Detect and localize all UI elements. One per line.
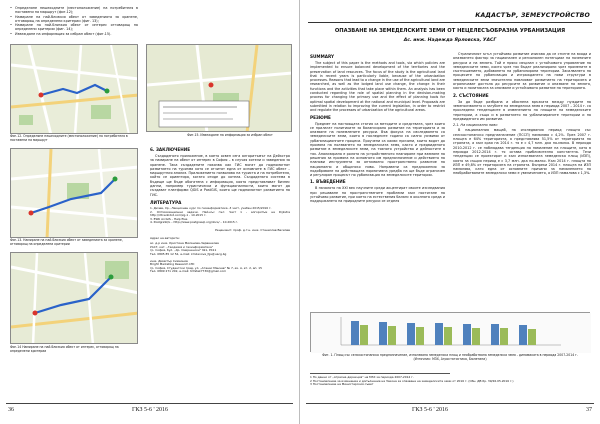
top-bullet-list <box>10 6 138 36</box>
address-line: инж. Димитър Симеонов <box>150 258 188 263</box>
journal-issue: ГКЗ 5-6 ' 2016 <box>412 407 449 413</box>
literature-heading: ЛИТЕРАТУРА <box>150 199 182 205</box>
footnote: 3 Постановление на Министерския съвет <box>310 382 374 387</box>
footer-rule <box>306 403 594 404</box>
address-label: Адрес на авторите: <box>150 235 180 240</box>
figure1-chart <box>310 312 590 352</box>
street-map-graphic <box>147 45 292 132</box>
header-rule <box>308 22 592 23</box>
street-map-graphic <box>11 45 138 134</box>
article-author: Ас. инж. Надежда Ярловска, УАСГ <box>403 38 497 43</box>
intro-text: В началото на XXI век научните среди акцентират своите изследвания при решаване на пространствените проблеми към постигане на устойчиво развитие, при което на естествения баланс в околната среда и поддържането на природните ресурси се отделя <box>310 186 445 204</box>
conclusion-text: Създаденото приложение, в което освен сега алгоритъмът на Дейкстра за намиране на обект от интерес в София – в случая хотели и заведения за хранене. Така създадените показва как ГИС могат да подпомогнат развитието на туризма като се отчитат една от основните в ГИС обект – маршрутния анализ. Приложението позволява на туриста и на потребителя, който се ориентира, когато отиде до хотела. Създадената система в бъдеще ще бъде обогатена с информация, която представляват бизнес данни, например туристически и функционалности, които могат да създават платформи QGIS и PostGIS, които ще подпомогнат развитието на ГИС. <box>150 154 290 197</box>
right-right-column <box>453 52 591 177</box>
fig12-caption: Фиг.12. Определяне пешеходните (местоположение) на потребителя в поставени на маршрут <box>10 134 128 142</box>
footnote-rule <box>310 373 450 374</box>
right-left-column <box>310 52 445 205</box>
state-heading: 2. СЪСТОЯНИЕ <box>453 92 489 98</box>
address-line: Тел. 0899 271 202, e-mail: trifatak7730@gmail.com <box>150 269 227 274</box>
literature-item: 3. ESRI ArcGIS – Help files <box>150 216 188 221</box>
page-number: 36 <box>8 407 14 413</box>
address-line: гр. София, Студентски град, ул. „Атанас Манчев“ № 7, ех. А, ет. 2, ап. 15 <box>150 265 262 270</box>
fig12-map <box>10 44 138 134</box>
right-page <box>300 0 600 424</box>
literature-list <box>150 207 290 225</box>
address-line: Bright Marketing Research LTD <box>150 262 195 267</box>
conclusion-heading: 6. ЗАКЛЮЧЕНИЕ <box>150 147 191 152</box>
subsection-heading: 2.1. На национално ниво <box>453 123 498 128</box>
author-address-block <box>150 242 290 274</box>
fig15-caption: Фиг.15. Извеждане на информация за избран обект <box>187 133 273 137</box>
literature-item: 4. PostgreSQL – http://www.postgresql.org/docs/ – 10.2015 г. <box>150 220 239 225</box>
fig13-map <box>10 148 138 238</box>
fig14-map <box>10 252 138 344</box>
subsection-text: В националния мащаб, на изследвания период площта със селскостопанско предназначение (ПССП) намалява с 4,2%. През 2007 г. площта е 64% територията, а представлява 51,5% от територията на страната, а към края на 2014 г. тя е с 4,7 млн. дка по-малко. В периода 2010-2012 г. се наблюдава тенденция на намаление на площите, като в периода 2012-2014 г. тя остава приблизително константна. Тези тенденции се проектират и към използваната земеделска площ (ИЗП), която за същия период е с 3,7 млн. дка по-малко. Към 2014 г. площта на ИЗП е 49,8% от територията на страната. Въпреки 2014 г. площта на ИЗП намалява, като една от основните причини за намалението на необработваните земеделски земи е увеличението, а ИЗП намалява с 1,3%. <box>453 128 591 176</box>
list-item: • Намиране на най-близкия обект от заведенията за хранене, отговарящ на определени критерии (фиг. 13); <box>10 14 138 23</box>
literature-item: 1. Дичев, Хр., Лекционен курс по геоинформатика -3 част, учебен 2015/2016 г. <box>150 205 272 210</box>
journal-issue: ГКЗ 5-6 ' 2016 <box>132 407 169 413</box>
address-line: ас. д-р инж. Кристина Миланова-Червенкова <box>150 241 219 246</box>
summary-text: The subject of this paper is the methods and tools, via which policies are implemented to ensure balanced development of the territories and the preservation of land resources. The focus of the study is the agricultural land that in recent years is particularly liable, because of the urbanization processes. Reasons that lead to a change in the use of the agricultural land are researched, as well as the lodged land use change, the change in their functions and the activities that take place within them. An analysis has been conducted regarding the role of spatial planning in the decision-making process for changing the primary use and the effect of planning tools for optimal spatial development at the national and municipal level. Proposals are submitted in relation to improving the current legislation, in order to restrict and regulate the processes of urbanization of the agricultural areas. <box>310 61 445 113</box>
address-line: Тел. 0895 85 12 52, e-mail: kmilanova_fgs@uacg.bg <box>150 251 227 256</box>
resume-heading: РЕЗЮМЕ <box>310 114 331 120</box>
intro-heading: 1. ВЪВЕДЕНИЕ <box>310 179 346 185</box>
footer-rule <box>6 403 293 404</box>
list-item: • Намиране на най-близкия обект от интерес отговарящ на определени критерии (фиг. 14); <box>10 23 138 32</box>
bar-chart-graphic <box>311 313 591 353</box>
footnote: 2 Постановление за изменение и допълнение на Закона за опазване на земеделските земи от 2016 г. (Обн. ДВ бр. 39/26.05.2016 г.) <box>310 378 514 383</box>
literature-item: 2. Оптимизационни задачи. Най-къс път. Част 1 - алгоритъм на Dijkstra http://dti.wikidot.com/zg-1 - 10.2015 г. <box>150 209 290 218</box>
fig14-caption: Фиг.14 Намиране на най-близкия обект от интерес, отговарящ на определени критерии <box>10 345 119 353</box>
address-line: УАСГ, кат. „Геодезия и геоинформатика“ <box>150 244 214 249</box>
street-map-graphic <box>11 149 138 238</box>
list-item: • Определяне пешеходните (местоположение) на потребителя в поставени на маршрут (фиг.12); <box>10 6 138 15</box>
page-number: 37 <box>586 407 592 413</box>
figure1-caption: Фиг. 1. Площ със селскостопанско предназначение, използвана земеделска площ и необработвана земеделска земя - динамиката в периода 2007-2014 г. (Източник: МЗХ, Агростатистика, Бюлетини) <box>322 353 578 361</box>
summary-heading: SUMMARY <box>310 54 335 59</box>
article-title: ОПАЗВАНЕ НА ЗЕМЕДЕЛСКИТЕ ЗЕМИ ОТ НЕЦЕЛЕСЪОБРАЗНА УРБАНИЗАЦИЯ <box>334 28 566 34</box>
fig15-map <box>146 44 292 132</box>
fig13-caption: Фиг.13. Намиране на най-близкия обект от заведенията за хранене, отговарящ на определени критерии <box>10 238 123 246</box>
section-header: КАДАСТЪР, ЗЕМЕУСТРОЙСТВО <box>475 12 590 19</box>
col-right-text: Страничният ъгъл устойчиво развитие изисква да се стигне на входа и опазването фактор за национален и регионален потенциал на поземните ресурси и на земята. Той е пряко свързан с устойчивото управление на земеделските земи, които чрез тях бъдат реализирани чрез промените в съотношението, добавянето на урбанизирани територии. Засилването на процесите на урбанизация и изграждането на нови структури в земеделските земи значително повлияват развитието на територията и ограничават достъпа до ресурсите за развитие и опазване на земята, както и политиката за опазване и устойчивото развитие на територията. <box>453 52 591 91</box>
reviewer-line: Рецензент: проф. д.т.н. инж. Станислав Василев <box>215 227 290 232</box>
footnotes <box>310 376 590 387</box>
list-item: • Извеждане на информация за избран обект (фиг.15). <box>10 31 112 36</box>
conclusion-section <box>150 145 290 274</box>
state-text: За да бъде разбрана и обяснена връзката между нуждите на земеползването и загубите на земеделска земя в периода 2007 – 2014 г. са проследени тенденциите в изменението на площите на земеделските територии, а също и в развитието на урбанизираните територии и на предвиденото им развитие. <box>453 99 591 121</box>
street-map-graphic <box>11 253 138 344</box>
footnote: 1 По данни от „Агрална дирекция“ на МЗХ за периода 2007-2014 г. <box>310 375 414 379</box>
resume-text: Предмет на настоящата статия са методите и средствата, чрез които се прилагат политиките за балансирано развитие на територията и за опазване на поземлените ресурси. Във фокуса на изследването са земеделските земи, които в последните години са силно уязвими от урбанизационните процеси. Проучени са какви причини, които водят до промяна на ползването на земеделската земя, както и предвиденото развитие в земеделските земи, на тяхното устройство и дейностите в тях. Анализирана е ролята на устройственото планиране при вземане на решения за промяна на основното им предназначение и действието на планови инструменти за оптимално пространствено развитие на национално и общинско ниво. Направени са предложения за подобряване на действащата нормативна уредба на ще бъде ограничен и регулиран процесът по урбанизация на земеделските територии. <box>310 121 445 178</box>
address-line: гр. София, бул. „Хр. Смирненски“ №1, Р411 <box>150 248 217 253</box>
